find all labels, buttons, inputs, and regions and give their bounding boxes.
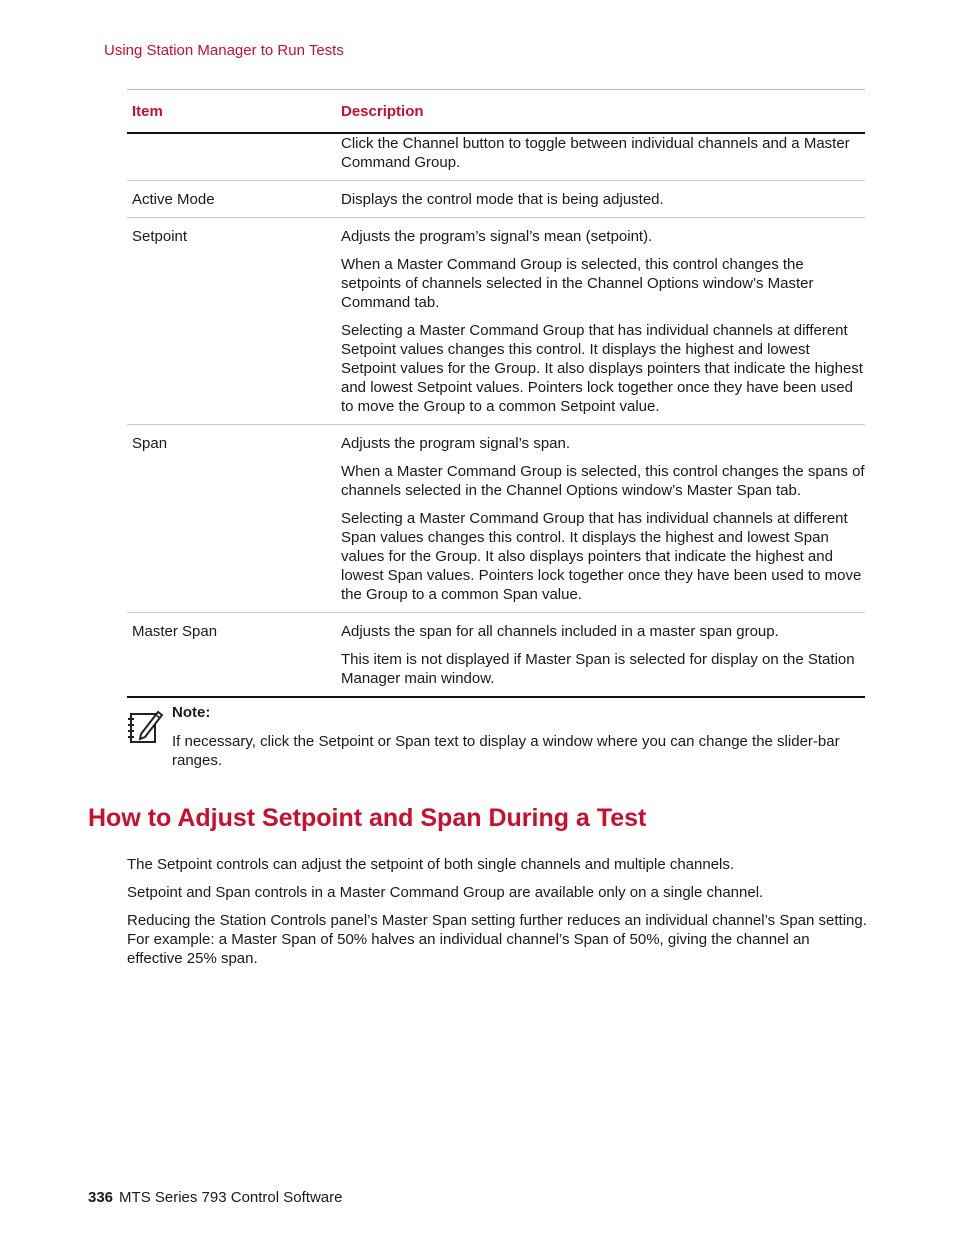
column-header-description: Description (341, 102, 424, 120)
running-header: Using Station Manager to Run Tests (104, 42, 344, 59)
row-item: Span (132, 435, 168, 452)
row-description (341, 622, 865, 688)
description-paragraph: Adjusts the program signal’s span. (341, 435, 571, 452)
description-paragraph: This item is not displayed if Master Span is selected for display on the Station Manager main window. (341, 651, 855, 687)
column-header-item: Item (132, 102, 163, 120)
body-paragraph: Setpoint and Span controls in a Master Command Group are available only on a single channel. (127, 884, 764, 901)
document-title: MTS Series 793 Control Software (119, 1189, 343, 1206)
row-description (341, 134, 865, 172)
description-paragraph: Click the Channel button to toggle between individual channels and a Master Command Group. (341, 135, 850, 171)
page-number: 336 (88, 1189, 114, 1206)
page-footer (88, 1189, 342, 1206)
description-paragraph: Selecting a Master Command Group that has individual channels at different Setpoint values changes this control. It displays the highest and lowest Setpoint values for the Group. It also displays pointers that indicate the highest and lowest Setpoint values. Pointers lock together once they have been used to move the Group to a common Setpoint value. (341, 322, 863, 415)
note-pencil-icon (127, 708, 163, 744)
body-paragraph: Reducing the Station Controls panel’s Master Span setting further reduces an individual channel’s Span setting. For example: a Master Span of 50% halves an individual channel’s Span of 50%, giving the channel an effective 25% span. (127, 912, 867, 967)
row-item: Active Mode (132, 191, 215, 208)
note-title: Note: (172, 704, 211, 721)
section-body (127, 855, 867, 977)
row-description (341, 434, 865, 604)
description-paragraph: When a Master Command Group is selected, this control changes the setpoints of channels selected in the Channel Options window’s Master Command tab. (341, 256, 814, 311)
table-row (127, 134, 865, 181)
row-item: Setpoint (132, 228, 188, 245)
row-item: Master Span (132, 623, 218, 640)
description-paragraph: Adjusts the program’s signal’s mean (setpoint). (341, 228, 653, 245)
table-header-row (127, 90, 865, 134)
section-heading: How to Adjust Setpoint and Span During a Test (88, 804, 647, 832)
table-row (127, 218, 865, 425)
description-paragraph: Adjusts the span for all channels included in a master span group. (341, 623, 779, 640)
table-row (127, 181, 865, 218)
row-description (341, 227, 865, 416)
row-item (127, 134, 341, 172)
item-description-table (127, 89, 865, 698)
table-row (127, 613, 865, 698)
description-paragraph: Displays the control mode that is being adjusted. (341, 191, 664, 208)
description-paragraph: Selecting a Master Command Group that has individual channels at different Span values changes this control. It displays the highest and lowest Span values for the Group. It also displays pointers that indicate the highest and lowest Span values. Pointers lock together once they have been used to move the Group to a common Span value. (341, 510, 862, 603)
description-paragraph: When a Master Command Group is selected, this control changes the spans of channels selected in the Channel Options window’s Master Span tab. (341, 463, 865, 499)
row-description (341, 190, 865, 209)
table-row (127, 425, 865, 613)
note-text: If necessary, click the Setpoint or Span text to display a window where you can change the slider-bar ranges. (172, 733, 840, 769)
body-paragraph: The Setpoint controls can adjust the setpoint of both single channels and multiple channels. (127, 856, 735, 873)
